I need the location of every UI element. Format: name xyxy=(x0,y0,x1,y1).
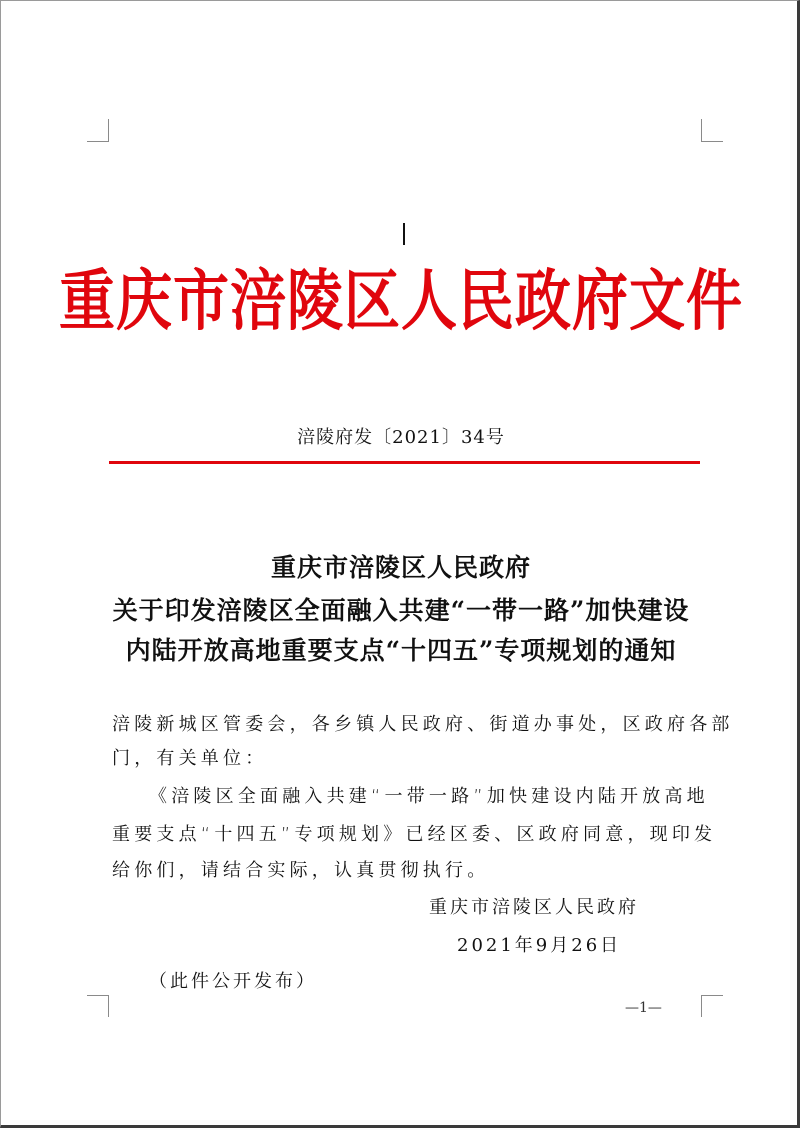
issue-date: 2021年9月26日 xyxy=(457,935,622,956)
crop-mark-bottom-left xyxy=(87,995,109,996)
crop-mark-top-left-v xyxy=(108,119,109,141)
body-line-5: 给你们，请结合实际，认真贯彻执行。 xyxy=(112,860,490,881)
text-cursor xyxy=(403,223,405,245)
crop-mark-bottom-right-v xyxy=(701,995,702,1017)
notice-title-line-1: 重庆市涪陵区人民政府 xyxy=(270,553,531,582)
crop-mark-bottom-left-v xyxy=(108,995,109,1017)
crop-mark-top-left xyxy=(87,141,109,142)
body-line-1: 涪陵新城区管委会，各乡镇人民政府、街道办事处，区政府各部 xyxy=(112,714,734,735)
page-number: —1— xyxy=(625,1000,662,1016)
notice-title-line-2: 关于印发涪陵区全面融入共建“一带一路”加快建设 xyxy=(112,596,690,625)
crop-mark-bottom-right xyxy=(701,995,723,996)
crop-mark-top-right xyxy=(701,141,723,142)
body-line-3: 《涪陵区全面融入共建“一带一路”加快建设内陆开放高地 xyxy=(149,786,709,807)
red-separator-line xyxy=(109,461,700,464)
document-number: 涪陵府发〔2021〕34号 xyxy=(297,427,505,448)
crop-mark-top-right-v xyxy=(701,119,702,141)
issuer-signature: 重庆市涪陵区人民政府 xyxy=(429,897,639,918)
body-line-2: 门，有关单位： xyxy=(112,748,268,769)
masthead-title: 重庆市涪陵区人民政府文件 xyxy=(59,262,743,340)
publication-note: （此件公开发布） xyxy=(149,971,317,992)
notice-title-line-3: 内陆开放高地重要支点“十四五”专项规划的通知 xyxy=(125,636,677,665)
body-line-4: 重要支点“十四五”专项规划》已经区委、区政府同意，现印发 xyxy=(112,824,717,845)
